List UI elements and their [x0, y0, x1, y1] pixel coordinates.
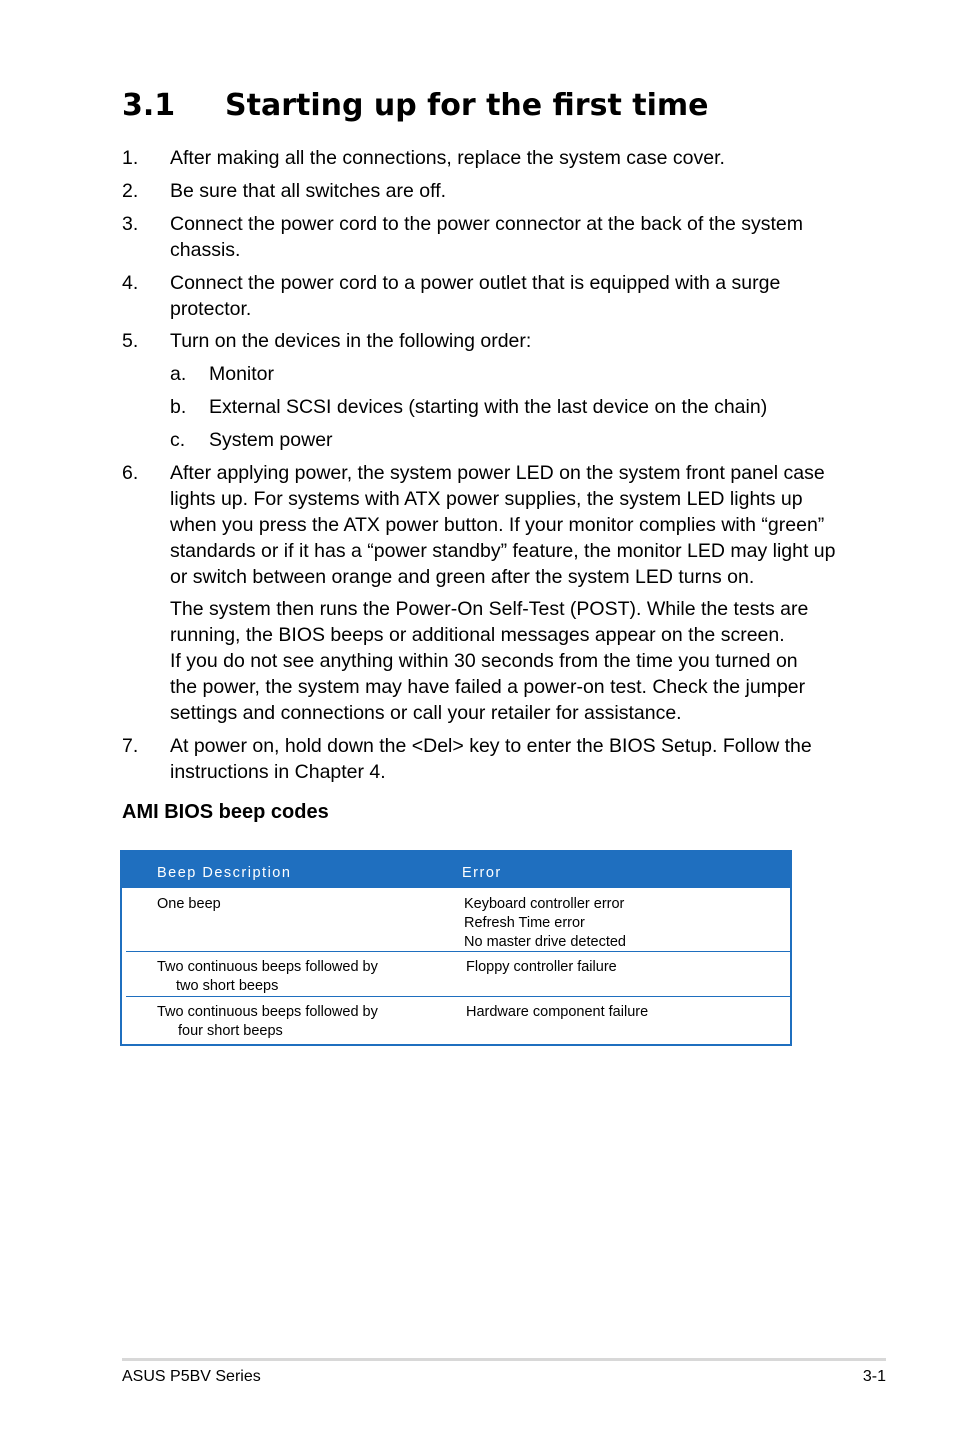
page-number: 3-1 — [862, 1368, 886, 1385]
step-text — [170, 178, 850, 204]
error-line: No master drive detected — [464, 934, 626, 950]
footer-divider — [122, 1358, 886, 1361]
paragraph-line: If you do not see anything within 30 seconds from the time you turned on — [170, 650, 798, 672]
table-header — [122, 852, 790, 888]
beep-description — [157, 1003, 437, 1041]
error-line: Keyboard controller error — [464, 896, 625, 912]
step-number: 3. — [122, 213, 139, 235]
description-line: Two continuous beeps followed by — [157, 1004, 378, 1020]
description-line: One beep — [157, 896, 221, 912]
paragraph-line: the power, the system may have failed a power-on test. Check the jumper — [170, 676, 806, 698]
step-line: lights up. For systems with ATX power supplies, the system LED lights up — [170, 488, 803, 510]
error-line: Floppy controller failure — [466, 959, 617, 975]
step-text — [170, 460, 850, 590]
beep-description — [157, 958, 437, 996]
substep-letter: c. — [170, 429, 186, 451]
step-line: After making all the connections, replace the system case cover. — [170, 147, 725, 169]
section-heading — [122, 86, 708, 126]
beep-error — [466, 958, 786, 977]
section-number: 3.1 — [122, 88, 176, 123]
description-line: four short beeps — [178, 1023, 283, 1039]
substep-text: External SCSI devices (starting with the last device on the chain) — [209, 396, 768, 418]
paragraph-line: settings and connections or call your retailer for assistance. — [170, 702, 682, 724]
step-line: when you press the ATX power button. If your monitor complies with “green” — [170, 514, 825, 536]
substep-text: Monitor — [209, 363, 275, 385]
error-line: Hardware component failure — [466, 1004, 649, 1020]
table-row — [126, 996, 790, 1045]
table-row — [126, 951, 790, 996]
step-number: 4. — [122, 272, 139, 294]
beep-error — [466, 1003, 786, 1022]
step-line: Connect the power cord to a power outlet that is equipped with a surge — [170, 272, 781, 294]
step-number: 2. — [122, 180, 139, 202]
step-line: protector. — [170, 298, 252, 320]
step-line: After applying power, the system power LED on the system front panel case — [170, 462, 825, 484]
step-line: chassis. — [170, 239, 241, 261]
step-text — [170, 145, 850, 171]
step-text — [170, 328, 850, 354]
substep-letter: b. — [170, 396, 187, 418]
step-line: or switch between orange and green after the system LED turns on. — [170, 566, 755, 588]
table-row — [126, 888, 790, 951]
step-line: instructions in Chapter 4. — [170, 761, 386, 783]
footer-product-name: ASUS P5BV Series — [122, 1368, 261, 1385]
step-text — [170, 211, 850, 263]
beep-error — [464, 895, 784, 952]
step-number: 5. — [122, 330, 139, 352]
step-text — [170, 270, 850, 322]
step-line: Connect the power cord to the power connector at the back of the system — [170, 213, 804, 235]
column-header-description: Beep Description — [157, 865, 292, 881]
step-line: Be sure that all switches are off. — [170, 180, 447, 202]
description-line: Two continuous beeps followed by — [157, 959, 378, 975]
column-header-error: Error — [462, 865, 502, 881]
description-line: two short beeps — [176, 978, 279, 994]
paragraph-line: running, the BIOS beeps or additional messages appear on the screen. — [170, 624, 785, 646]
beep-codes-heading: AMI BIOS beep codes — [122, 801, 329, 823]
beep-description — [157, 895, 437, 914]
error-line: Refresh Time error — [464, 915, 585, 931]
substep-text: System power — [209, 429, 333, 451]
post-paragraph — [170, 596, 850, 726]
step-text — [170, 733, 850, 785]
step-number: 6. — [122, 462, 139, 484]
substep-letter: a. — [170, 363, 187, 385]
paragraph-line: The system then runs the Power-On Self-Test (POST). While the tests are — [170, 598, 809, 620]
step-line: standards or if it has a “power standby” feature, the monitor LED may light up — [170, 540, 836, 562]
step-line: At power on, hold down the <Del> key to enter the BIOS Setup. Follow the — [170, 735, 812, 757]
step-number: 1. — [122, 147, 139, 169]
step-number: 7. — [122, 735, 139, 757]
beep-codes-table — [120, 850, 792, 1046]
step-line: Turn on the devices in the following order: — [170, 330, 532, 352]
section-title: Starting up for the first time — [225, 88, 709, 123]
